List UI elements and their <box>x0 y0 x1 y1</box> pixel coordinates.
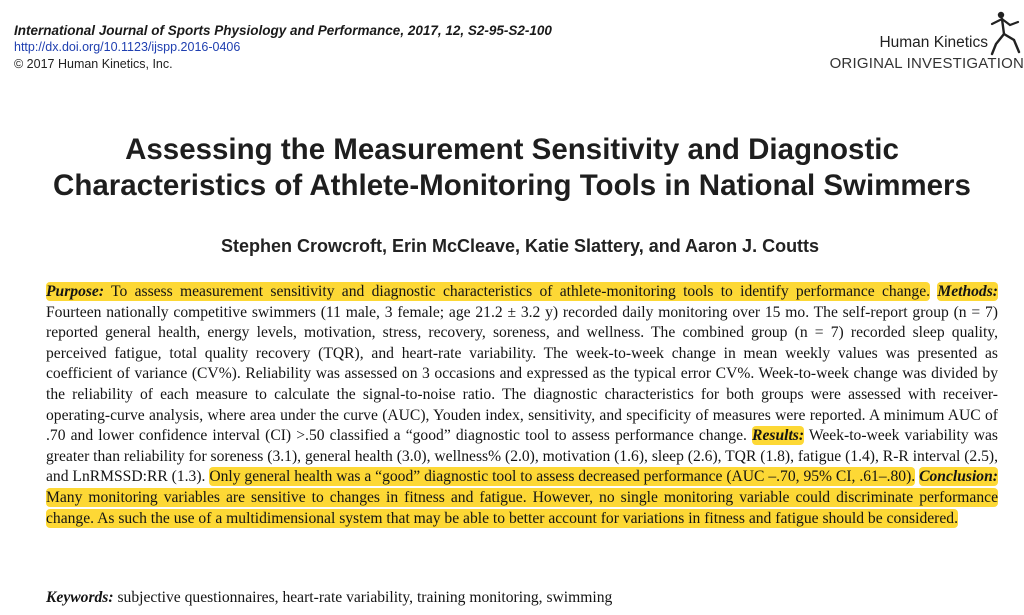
purpose-highlight <box>46 282 930 301</box>
article-type-label: ORIGINAL INVESTIGATION <box>829 55 1024 72</box>
journal-citation: International Journal of Sports Physiology and Performance, 2017, 12, S2-95-S2-100 <box>14 23 552 38</box>
purpose-text: To assess measurement sensitivity and diagnostic characteristics of athlete-monitoring tools to identify performance change. <box>104 283 931 300</box>
article-header <box>14 22 552 73</box>
keywords <box>46 588 1006 608</box>
results-text: Week-to-week variability was greater than reliability for soreness (3.1), general health (3.0), wellness% (2.0), motivation (1.6), sleep (2.6), TQR (1.8), fatigue (1.4), R-R interval (2.5), and LnRMSSD:RR (1.3). <box>46 427 998 486</box>
keywords-label: Keywords: <box>46 589 114 606</box>
keywords-text: subjective questionnaires, heart-rate variability, training monitoring, swimming <box>113 589 613 606</box>
conclusion-label: Conclusion: <box>919 468 998 486</box>
purpose-label: Purpose: <box>46 283 105 300</box>
copyright-notice: © 2017 Human Kinetics, Inc. <box>14 57 173 71</box>
methods-label: Methods: <box>937 283 998 300</box>
doi-link[interactable]: http://dx.doi.org/10.1123/ijspp.2016-0406 <box>14 40 241 54</box>
conclusion-text: Many monitoring variables are sensitive to changes in fitness and fatigue. However, no single monitoring variable could discriminate performance change. As such the use of a multidimensional system that may be able to better account for variations in fitness and fatigue should be considered. <box>46 488 998 527</box>
title-line-1: Assessing the Measurement Sensitivity and Diagnostic <box>125 133 899 166</box>
results-label: Results: <box>752 427 805 445</box>
abstract <box>46 282 998 529</box>
article-title <box>0 132 1024 204</box>
publisher-name: Human Kinetics <box>879 34 988 51</box>
human-kinetics-figure-icon <box>988 10 1022 56</box>
author-list: Stephen Crowcroft, Erin McCleave, Katie Slattery, and Aaron J. Coutts <box>220 236 820 256</box>
title-line-2: Characteristics of Athlete-Monitoring Tools in National Swimmers <box>53 169 971 202</box>
methods-text: Fourteen nationally competitive swimmers (11 male, 3 female; age 21.2 ± 3.2 y) recorded daily monitoring over 15 mo. The self-report group (n = 7) reported general health, energy levels, motivation, stress, recovery, soreness, and wellness. The combined group (n = 7) recorded sleep quality, perceived fatigue, total quality recovery (TQR), and heart-rate variability. The week-to-week change in mean weekly values was presented as coefficient of variance (CV%). Reliability was assessed on 3 occasions and expressed as the typical error CV%. Week-to-week change was divided by the reliability of each measure to calculate the signal-to-noise ratio. The diagnostic characteristics for both groups were assessed with receiver-operating-curve analysis, where area under the curve (AUC), Youden index, sensitivity, and specificity of measures were reported. A minimum AUC of .70 and lower confidence interval (CI) >.50 classified a “good” diagnostic tool to assess performance change. <box>46 303 998 445</box>
results-highlight: Only general health was a “good” diagnostic tool to assess decreased performance (AUC –.70, 95% CI, .61–.80). <box>209 468 916 486</box>
